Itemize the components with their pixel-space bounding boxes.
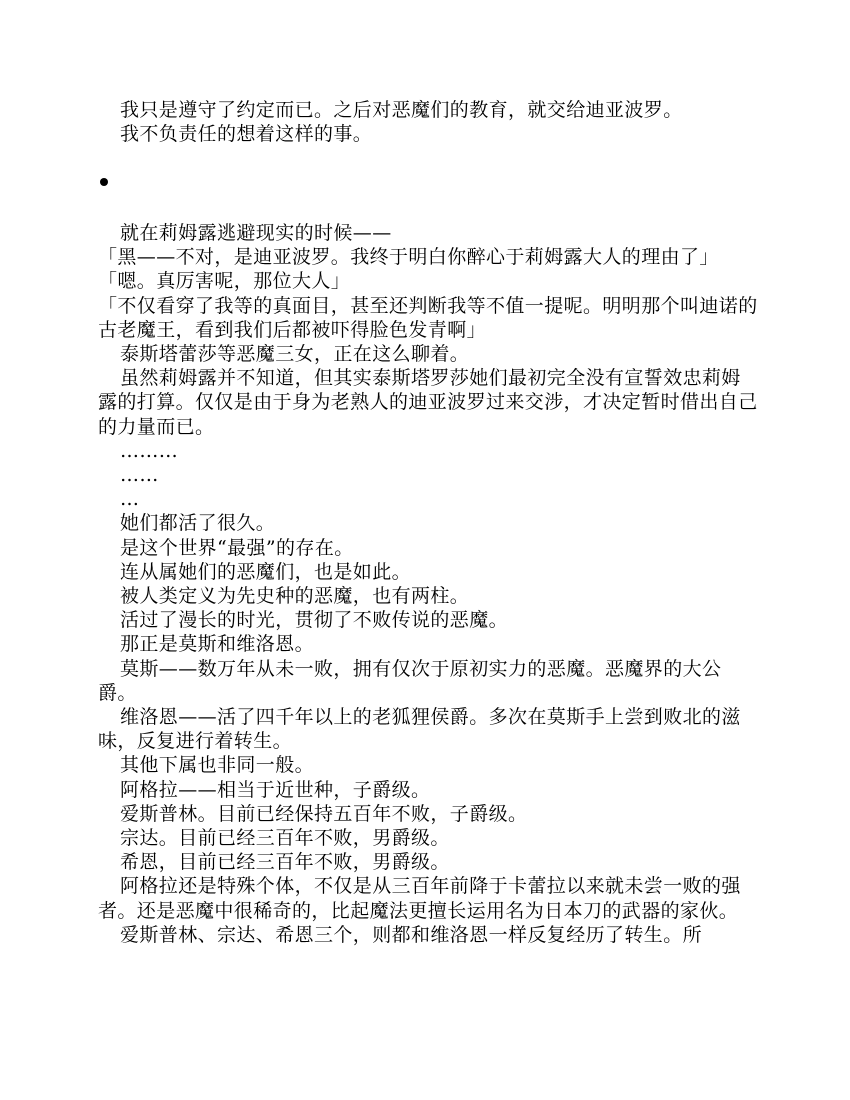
main-text-block [98, 221, 758, 947]
paragraph: 爱斯普林。目前已经保持五百年不败，子爵级。 [120, 802, 528, 825]
paragraph: 希恩，目前已经三百年不败，男爵级。 [120, 851, 450, 874]
text-line: 我只是遵守了约定而已。之后对恶魔们的教育，就交给迪亚波罗。 [120, 99, 683, 121]
paragraph: 宗达。目前已经三百年不败，男爵级。 [120, 827, 450, 850]
paragraph: 连从属她们的恶魔们，也是如此。 [120, 560, 412, 583]
bullet-dot-icon [100, 178, 108, 186]
paragraph: …… [120, 464, 159, 487]
paragraph: 虽然莉姆露并不知道，但其实泰斯塔罗莎她们最初完全没有宣誓效忠莉姆露的打算。仅仅是由于身为老熟人的迪亚波罗过来交涉，才决定暂时借出自己的力量而已。 [98, 367, 758, 438]
paragraph: 「嗯。真厉害呢，那位大人」 [98, 270, 351, 293]
paragraph: 莫斯——数万年从未一败，拥有仅次于原初实力的恶魔。恶魔界的大公爵。 [98, 657, 722, 704]
paragraph: 阿格拉还是特殊个体，不仅是从三百年前降于卡蕾拉以来就未尝一败的强者。还是恶魔中很稀奇的，比起魔法更擅长运用名为日本刀的武器的家伙。 [98, 875, 741, 922]
paragraph: 被人类定义为先史种的恶魔，也有两柱。 [120, 585, 470, 608]
paragraph: 就在莉姆露逃避现实的时候—— [120, 222, 392, 244]
paragraph: 「黑——不对，是迪亚波罗。我终于明白你醉心于莉姆露大人的理由了」 [98, 246, 719, 269]
paragraph: 那正是莫斯和维洛恩。 [120, 633, 315, 656]
paragraph: 「不仅看穿了我等的真面目，甚至还判断我等不值一提呢。明明那个叫迪诺的古老魔王，看到我们后都被吓得脸色发青啊」 [98, 294, 758, 341]
paragraph: 其他下属也非同一般。 [120, 754, 315, 777]
paragraph: 泰斯塔蕾莎等恶魔三女，正在这么聊着。 [120, 343, 470, 366]
paragraph: 她们都活了很久。 [120, 512, 276, 535]
paragraph: 是这个世界“最强”的存在。 [120, 536, 354, 559]
paragraph: 爱斯普林、宗达、希恩三个，则都和维洛恩一样反复经历了转生。所 [120, 923, 703, 946]
paragraph: 维洛恩——活了四千年以上的老狐狸侯爵。多次在莫斯手上尝到败北的滋味，反复进行着转生。 [98, 706, 741, 753]
text-line: 我不负责任的想着这样的事。 [120, 123, 373, 146]
paragraph: ……… [120, 439, 179, 462]
paragraph: 阿格拉——相当于近世种，子爵级。 [120, 778, 431, 801]
paragraph: 活过了漫长的时光，贯彻了不败传说的恶魔。 [120, 609, 509, 632]
top-text-block [98, 98, 758, 146]
paragraph: … [120, 488, 140, 511]
